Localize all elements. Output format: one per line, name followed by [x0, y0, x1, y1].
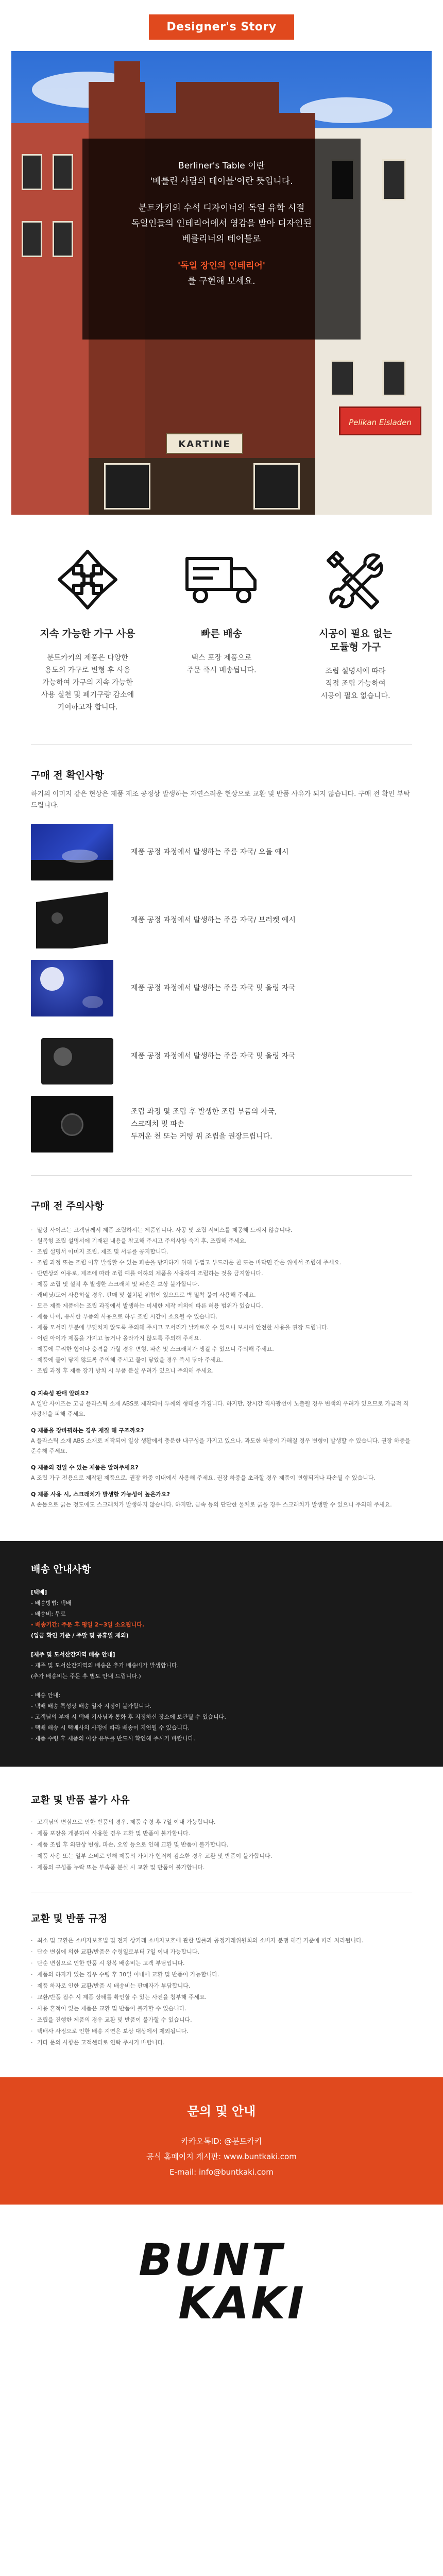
delivery-block-head: [택배]: [31, 1589, 47, 1596]
section-title: 배송 안내사항: [31, 1564, 91, 1575]
return-policy-section: [0, 1911, 443, 2048]
defect-example: [31, 892, 412, 948]
delivery-line: - 배송 안내:: [31, 1692, 61, 1699]
delivery-line: (입금 확인 기준 / 주말 및 공휴일 제외): [31, 1632, 129, 1639]
divider: [31, 744, 412, 745]
delivery-line: - 고객님의 부재 시 택배 기사님과 통화 후 지정하신 장소에 보관될 수 있습니다.: [31, 1714, 226, 1720]
caution-item: · 어린 아이가 제품을 가지고 놀거나 올라가지 않도록 주의해 주세요.: [31, 1333, 412, 1344]
story-line: 베를리너의 테이블로: [182, 234, 261, 244]
return-item: · 단순 변심에 의한 교환/반품은 수령일로부터 7일 이내 가능합니다.: [31, 1946, 412, 1958]
feature-desc-line: 주문 즉시 배송됩니다.: [186, 666, 257, 674]
return-item: · 사용 흔적이 있는 제품은 교환 및 반품이 불가할 수 있습니다.: [31, 2003, 412, 2014]
exchange-item: · 고객님의 변심으로 인한 반품의 경우, 제품 수령 후 7일 이내 가능합니다.: [31, 1817, 412, 1828]
defect-caption: 제품 공정 과정에서 발생하는 주름 자국 및 올링 자국: [131, 984, 296, 992]
delivery-line: (추가 배송비는 주문 후 별도 안내 드립니다.): [31, 1673, 141, 1680]
feature-desc-line: 조립 설명서에 따라: [325, 667, 386, 675]
delivery-line: - 배송비: 무료: [31, 1611, 66, 1617]
story-line: 독일인들의 인테리어에서 영감을 받아 디자인된: [131, 218, 312, 229]
cafe-sign: Pelikan Eisladen: [339, 406, 421, 435]
caution-item: · 조립 설명서 이미지 조립, 제조 및 서류를 공지합니다.: [31, 1246, 412, 1257]
delivery-line: - 배송방법: 택배: [31, 1600, 72, 1606]
feature-title-text: 시공이 필요 없는 모듈형 가구: [319, 628, 392, 653]
feature-desc-line: 직접 조립 가능하여: [325, 680, 386, 688]
cautions-section: [0, 1198, 443, 1510]
story-line: Berliner's Table 이란: [178, 161, 265, 171]
feature-title: [299, 627, 412, 654]
return-item: · 교환/반품 접수 시 제품 상태를 확인할 수 있는 사진을 첨부해 주세요.: [31, 1992, 412, 2003]
feature-modular: [299, 544, 412, 714]
faq-block: [31, 1388, 412, 1510]
caution-item: · 모든 제품 제품에는 조립 과정에서 발생하는 미세한 제작 예외에 따른 허용 범위가 있습니다.: [31, 1300, 412, 1311]
designer-story-section: [0, 0, 443, 515]
brand-logo: [0, 2205, 443, 2356]
caution-item: · 반면상의 이유로, 제조에 따라 조립 예를 이하의 제품을 사용하여 조립하는 것을 금지합니다.: [31, 1268, 412, 1279]
defect-photo: [31, 892, 113, 948]
story-line: 를 구현해 보세요.: [188, 276, 255, 286]
caution-item: · 캐비닛/도어 사용하실 경우, 판매 및 설치된 위험이 있으므로 벽 밀착 붙여 사용해 주세요.: [31, 1290, 412, 1300]
feature-desc-line: 시공이 필요 없습니다.: [320, 692, 390, 700]
caution-item: · 제품에 물이 닿지 않도록 주의해 주시고 물이 닿았을 경우 즉시 닦아 주세요.: [31, 1354, 412, 1365]
defect-example: [31, 1096, 412, 1153]
caution-item: · 원목형 조립 설명서에 기재된 내용을 참고해 주시고 주의사항 숙지 후, 조립해 주세요.: [31, 1235, 412, 1246]
faq-question: Q 지속성 판매 알려요?: [31, 1390, 89, 1397]
section-title: 구매 전 확인사항: [31, 770, 104, 781]
caution-item: · 제품에 무리한 힘이나 충격을 가할 경우 변형, 파손 및 스크래치가 생길 수 있으니 주의해 주세요.: [31, 1344, 412, 1354]
caution-item: · 제품 모서리 부분에 부딪치지 않도록 주의해 주시고 모서리가 날카로울 수 있으니 보시어 안전한 사용을 권장 드립니다.: [31, 1322, 412, 1333]
faq-question: Q 제품을 장바꿔하는 경우 재질 해 구조까요?: [31, 1427, 144, 1434]
defect-caption: 제품 공정 과정에서 발생하는 주름 자국/ 브러켓 예시: [131, 916, 296, 924]
faq-question: Q 제품의 견일 수 있는 제품은 알려주세요?: [31, 1464, 139, 1471]
caution-item: · 말랑 사이즈는 고객님께서 제품 조립하시는 제품입니다. 사공 및 조립 서비스를 제공해 드리지 않습니다.: [31, 1225, 412, 1235]
exchange-item: · 제품의 구성품 누락 또는 부속품 분실 시 교환 및 반품이 불가합니다.: [31, 1862, 412, 1873]
contact-homepage-link[interactable]: 공식 홈페이지 게시판: www.buntkaki.com: [146, 2152, 297, 2161]
exchange-item: · 제품 포장을 개봉하여 사용한 경우 교환 및 반품이 불가합니다.: [31, 1828, 412, 1839]
contact-email-link[interactable]: E-mail: info@buntkaki.com: [169, 2167, 274, 2177]
contact-title: 문의 및 안내: [187, 2104, 256, 2119]
divider: [31, 1175, 412, 1176]
defect-example: [31, 1028, 412, 1084]
faq-question: Q 제품 사용 시, 스크래치가 발생할 가능성이 높은가요?: [31, 1491, 170, 1498]
logo-line-2: KAKI: [178, 2278, 306, 2329]
recycle-icon: [31, 544, 144, 616]
contact-kakao: 카카오톡ID: @분트카키: [181, 2137, 262, 2146]
feature-row: [0, 515, 443, 734]
faq-answer: A 일반 사이즈는 고급 플라스틱 소재 ABS로 제작되어 두께의 형태를 가집니다. 하지만, 장시간 직사광선이 노출될 경우 변색의 우려가 있으므로 가급적 직사광선을 피해 주세요.: [31, 1400, 409, 1417]
contact-section: [0, 2077, 443, 2205]
feature-desc-line: 사용 실천 및 폐기구량 감소에: [41, 691, 134, 699]
return-item: · 단순 변심으로 인한 반품 시 왕복 배송비는 고객 부담입니다.: [31, 1958, 412, 1969]
shop-sign: KARTINE: [166, 433, 243, 454]
return-item: · 택배사 사정으로 인한 배송 지연은 보상 대상에서 제외됩니다.: [31, 2026, 412, 2037]
section-intro: 하기의 이미지 같은 현상은 제품 제조 공정상 발생하는 자연스러운 현상으로 교환 및 반품 사유가 되지 않습니다. 구매 전 확인 부탁드립니다.: [31, 790, 410, 809]
feature-title: 지속 가능한 가구 사용: [40, 628, 135, 639]
tools-icon: [299, 544, 412, 616]
story-text-box: [82, 139, 361, 340]
delivery-line: - 제품 수령 후 제품의 이상 유무를 반드시 확인해 주시기 바랍니다.: [31, 1735, 195, 1742]
feature-desc-line: 기여하고자 합니다.: [57, 703, 118, 711]
pre-purchase-check-section: [0, 768, 443, 1153]
section-title: 교환 및 반품 불가 사유: [31, 1794, 130, 1806]
story-highlight: '독일 장인의 인테리어': [177, 261, 266, 271]
defect-photo: [31, 960, 113, 1016]
feature-sustainable: [31, 544, 144, 714]
return-item: · 제품 하자로 인한 교환/반품 시 배송비는 판매자가 부담합니다.: [31, 1980, 412, 1992]
exchange-restriction-section: [0, 1792, 443, 1873]
section-title: 교환 및 반품 규정: [31, 1913, 108, 1924]
feature-desc-line: 용도의 가구로 변형 후 사용: [44, 666, 131, 674]
defect-photo: [31, 1028, 113, 1084]
exchange-list: [31, 1817, 412, 1873]
exchange-item: · 제품 조립 후 외관상 변형, 파손, 오염 등으로 인해 교환 및 반품이 불가합니다.: [31, 1839, 412, 1851]
return-list: [31, 1935, 412, 2048]
exchange-item: · 제품 사용 또는 일부 소비로 인해 제품의 가치가 현저히 감소한 경우 교환 및 반품이 불가합니다.: [31, 1851, 412, 1862]
faq-answer: A 플라스틱 소재 ABS 소재로 제작되어 일상 생활에서 충분한 내구성을 가지고 있으나, 과도한 하중이 가해질 경우 변형이 발생할 수 있습니다. 권장 하중을 준수해 주세요.: [31, 1437, 411, 1454]
hero-photo: [11, 51, 432, 515]
feature-desc-line: 택스 포장 제품으로: [191, 654, 252, 662]
caution-item: · 제품 조립 및 설치 후 발생한 스크래치 및 파손은 보상 불가합니다.: [31, 1279, 412, 1290]
caution-item: · 조립 과정 또는 조립 이후 발생할 수 있는 파손을 방지하기 위해 두껍고 부드러운 천 또는 바닥면 같은 위에서 조립해 주세요.: [31, 1257, 412, 1268]
delivery-line: - 택배 배송 시 택배사의 사정에 따라 배송이 지연될 수 있습니다.: [31, 1724, 190, 1731]
caution-list: [31, 1225, 412, 1376]
defect-example: [31, 960, 412, 1016]
caution-item: · 조립 과정 후 제품 장기 방치 시 부품 분실 우려가 있으니 주의해 주세요.: [31, 1365, 412, 1376]
defect-example: [31, 824, 412, 880]
delivery-line: - 택배 배송 특성상 배송 일자 지정이 불가합니다.: [31, 1703, 151, 1709]
return-item: · 제품의 하자가 있는 경우 수령 후 30일 이내에 교환 및 반품이 가능합니다.: [31, 1969, 412, 1980]
feature-desc-line: 분트카키의 제품은 다양한: [47, 654, 128, 662]
delivery-line: - 제주 및 도서산간지역의 배송은 추가 배송비가 발생합니다.: [31, 1662, 179, 1669]
faq-answer: A 조립 가구 전용으로 제작된 제품으로, 권장 하중 이내에서 사용해 주세요. 권장 하중을 초과할 경우 제품이 변형되거나 파손될 수 있습니다.: [31, 1475, 376, 1481]
feature-title: 빠른 배송: [200, 628, 243, 639]
defect-photo: [31, 1096, 113, 1153]
delivery-block-head: [제주 및 도서산간지역 배송 안내]: [31, 1651, 115, 1658]
defect-caption: 제품 공정 과정에서 발생하는 주름 자국/ 오돌 예시: [131, 848, 289, 856]
story-line: 분트카키의 수석 디자이너의 독일 유학 시절: [138, 203, 305, 213]
defect-photo: [31, 824, 113, 880]
delivery-line: - 배송기간: 주문 후 평일 2~3일 소요됩니다.: [31, 1621, 145, 1628]
designers-story-badge: Designer's Story: [149, 14, 294, 40]
caution-item: · 제품 나이, 유사한 부품의 사용으로 하루 조립 시간이 소요될 수 있습니다.: [31, 1311, 412, 1322]
logo-line-1: BUNT: [138, 2234, 284, 2286]
delivery-section: [0, 1541, 443, 1767]
feature-desc-line: 가능하여 가구의 지속 가능한: [42, 679, 133, 687]
return-item: · 조립을 진행한 제품의 경우 교환 및 반품이 불가할 수 있습니다.: [31, 2014, 412, 2026]
feature-fast-delivery: [165, 544, 278, 714]
defect-caption: 조립 과정 및 조립 후 발생한 조립 부품의 자국, 스크래치 및 파손 두꺼운 천 또는 커팅 위 조립을 권장드립니다.: [131, 1108, 277, 1141]
return-item: · 기타 문의 사항은 고객센터로 연락 주시기 바랍니다.: [31, 2037, 412, 2048]
defect-caption: 제품 공정 과정에서 발생하는 주름 자국 및 올링 자국: [131, 1052, 296, 1060]
truck-icon: [165, 544, 278, 616]
story-line: '베를린 사람의 테이블'이란 뜻입니다.: [150, 176, 293, 187]
faq-answer: A 손톱으로 긁는 정도에도 스크래치가 발생하지 않습니다. 하지만, 금속 등의 단단한 물체로 긁을 경우 스크래치가 발생할 수 있으니 주의해 주세요.: [31, 1501, 392, 1508]
section-title: 구매 전 주의사항: [31, 1200, 104, 1212]
return-item: · 최소 및 교환은 소비자보호법 및 전자 상거래 소비자보호에 관한 법률과 공정거래위원회의 소비자 분쟁 해결 기준에 따라 처리됩니다.: [31, 1935, 412, 1946]
